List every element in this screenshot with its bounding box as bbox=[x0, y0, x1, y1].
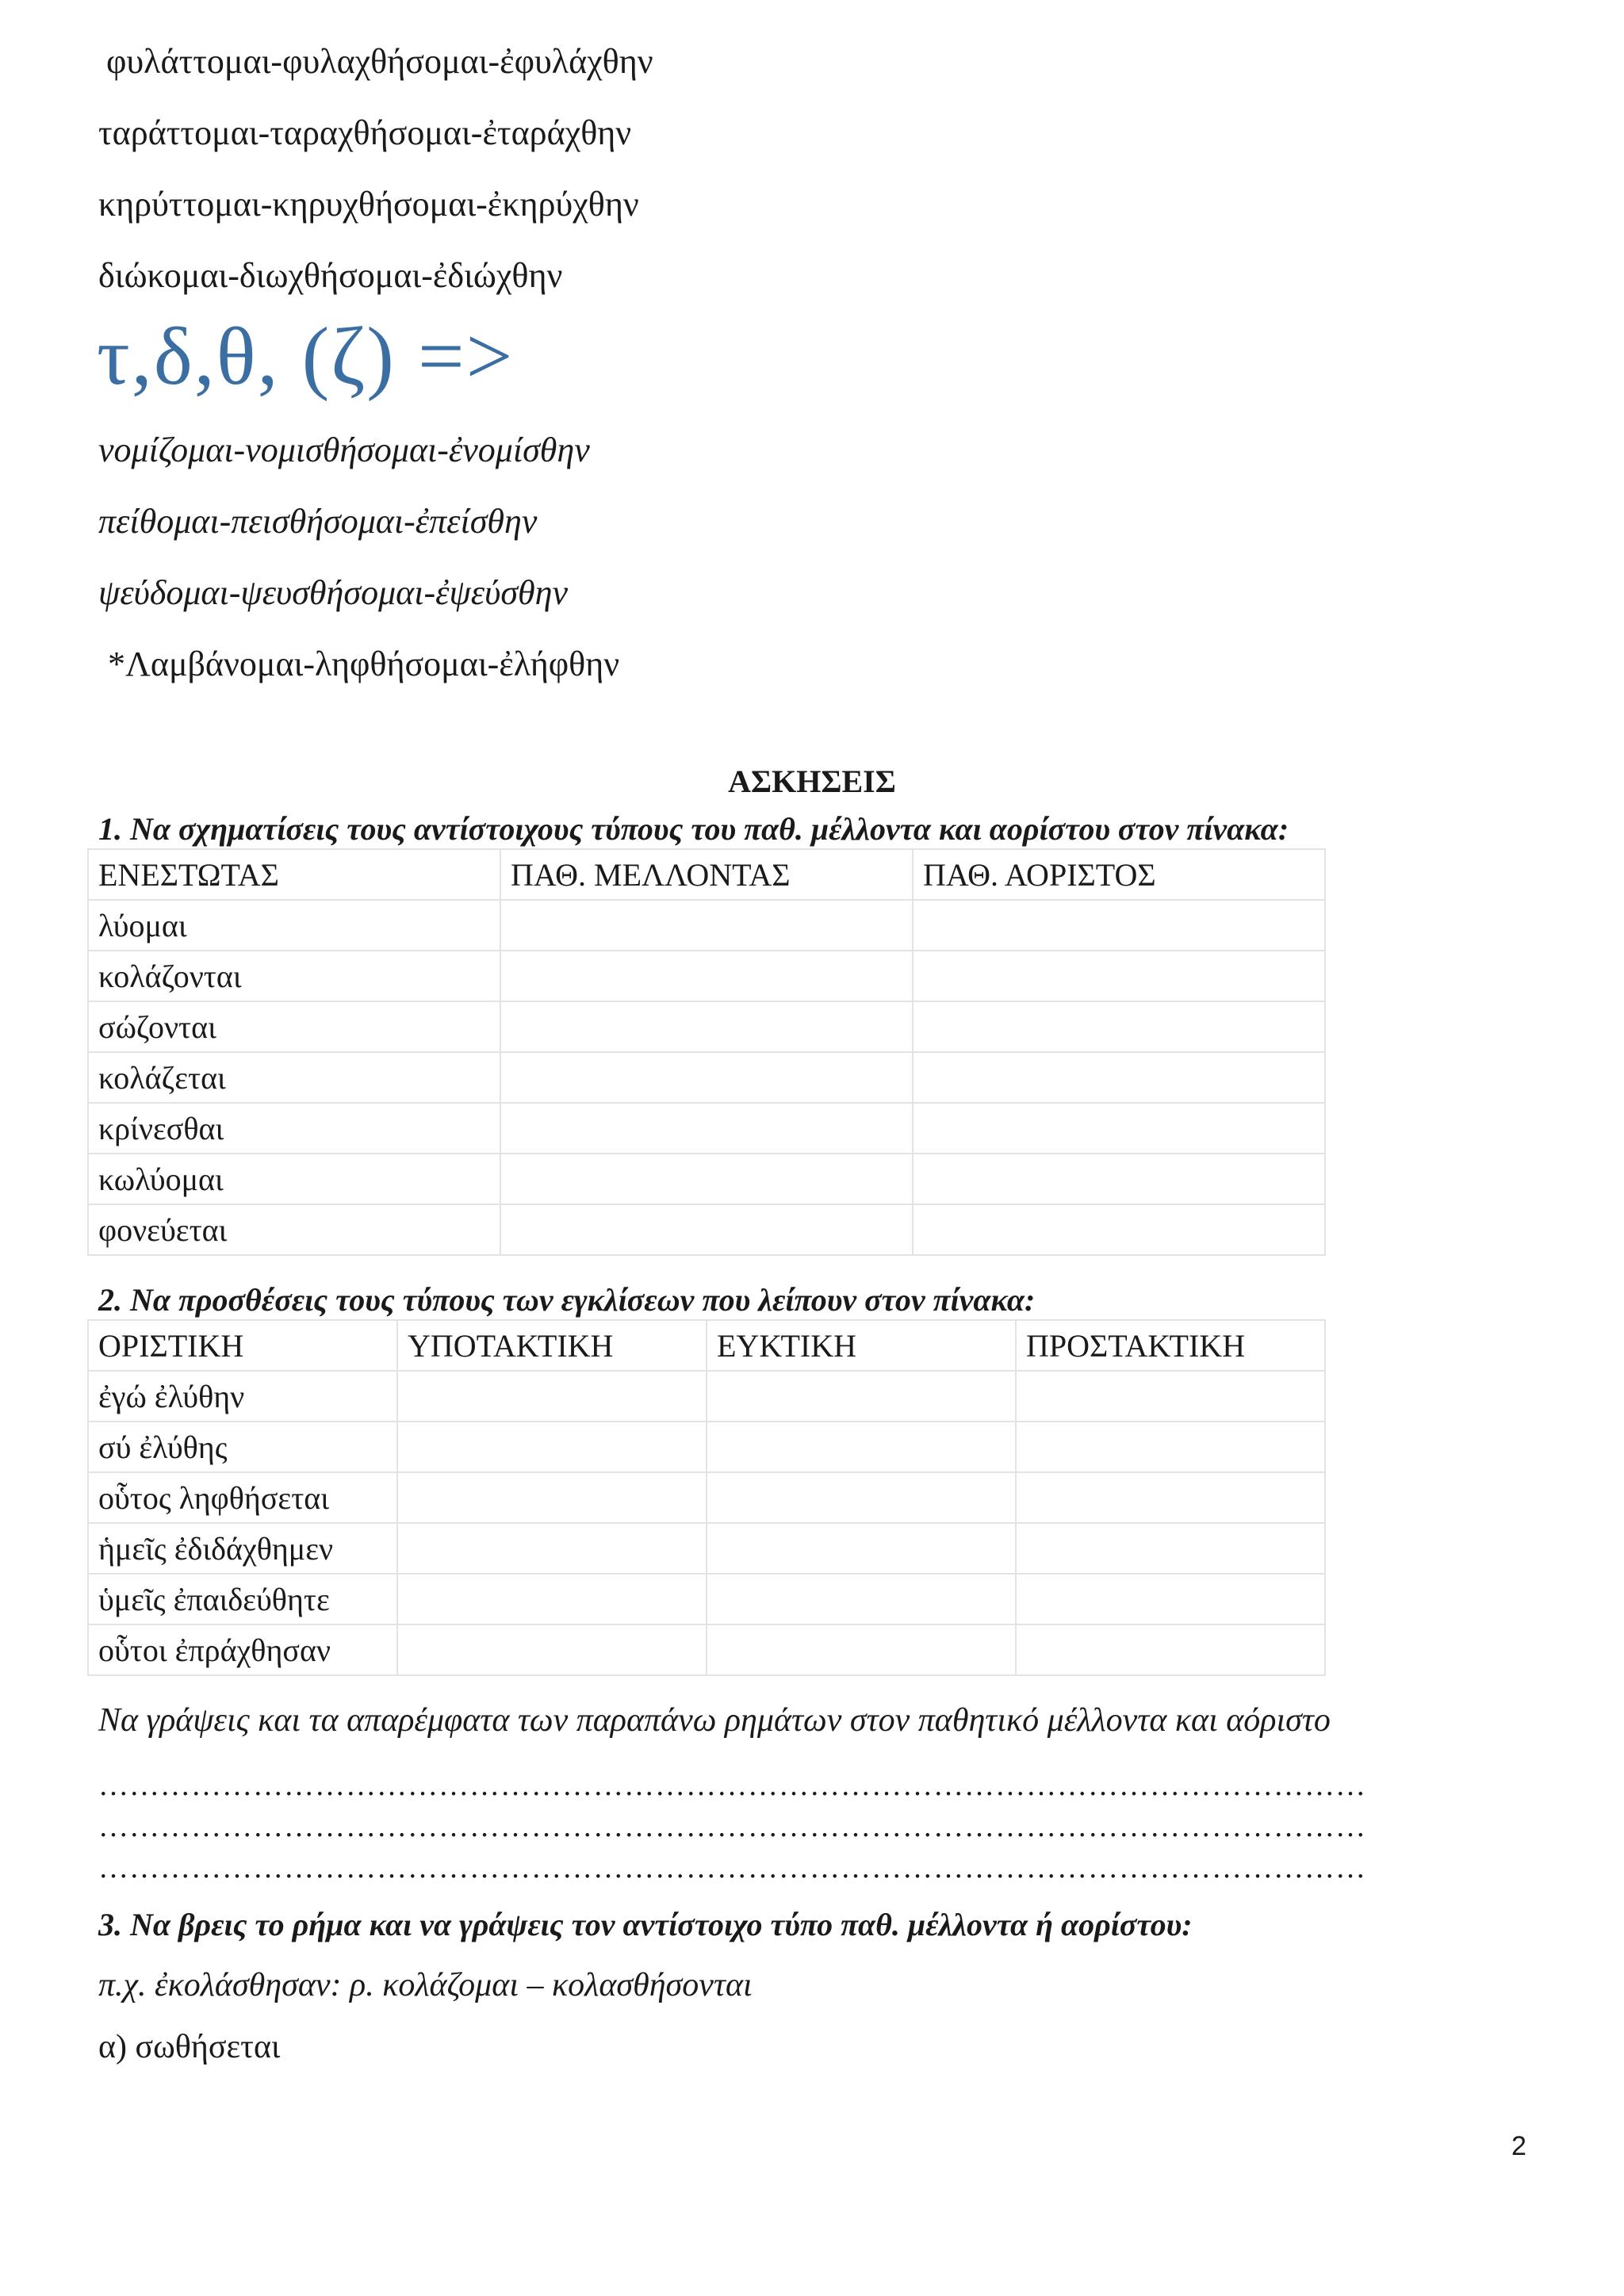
subjunctive-answer-cell[interactable] bbox=[397, 1523, 707, 1574]
aorist-passive-answer-cell[interactable] bbox=[913, 900, 1325, 951]
optative-answer-cell[interactable] bbox=[707, 1624, 1016, 1675]
exercise-3-title: 3. Να βρεις το ρήμα και να γράψεις τον αντίστοιχο τύπο παθ. μέλλοντα ή αορίστου: bbox=[98, 1907, 1193, 1942]
table-row bbox=[88, 900, 1325, 951]
indicative-form-cell: οὗτος ληφθήσεται bbox=[88, 1472, 397, 1523]
subjunctive-answer-cell[interactable] bbox=[397, 1574, 707, 1624]
aorist-passive-answer-cell[interactable] bbox=[913, 1154, 1325, 1204]
future-passive-answer-cell[interactable] bbox=[500, 1001, 913, 1052]
aorist-passive-answer-cell[interactable] bbox=[913, 1052, 1325, 1103]
table-row bbox=[88, 1052, 1325, 1103]
aorist-passive-answer-cell[interactable] bbox=[913, 1204, 1325, 1255]
table-header-row bbox=[88, 1320, 1325, 1371]
verb-line-7: ψεύδομαι-ψευσθήσομαι-ἐψεύσθην bbox=[98, 573, 569, 612]
imperative-answer-cell[interactable] bbox=[1016, 1523, 1325, 1574]
table-row bbox=[88, 1204, 1325, 1255]
future-passive-answer-cell[interactable] bbox=[500, 1204, 913, 1255]
answer-line-2[interactable]: …………………………………………………………………………………………………………… bbox=[98, 1810, 1366, 1843]
subjunctive-answer-cell[interactable] bbox=[397, 1371, 707, 1422]
verb-line-1: φυλάττομαι-φυλαχθήσομαι-ἐφυλάχθην bbox=[106, 42, 653, 81]
subjunctive-answer-cell[interactable] bbox=[397, 1422, 707, 1472]
present-form-cell: σώζονται bbox=[88, 1001, 500, 1052]
answer-line-3[interactable]: …………………………………………………………………………………………………………… bbox=[98, 1851, 1366, 1885]
header-cell: ΠΑΘ. ΑΟΡΙΣΤΟΣ bbox=[913, 849, 1325, 900]
exercise-1-title: 1. Να σχηματίσεις τους αντίστοιχους τύπους του παθ. μέλλοντα και αορίστου στον πίνακα: bbox=[98, 811, 1289, 847]
indicative-form-cell: οὗτοι ἐπράχθησαν bbox=[88, 1624, 397, 1675]
imperative-answer-cell[interactable] bbox=[1016, 1371, 1325, 1422]
imperative-answer-cell[interactable] bbox=[1016, 1422, 1325, 1472]
future-passive-answer-cell[interactable] bbox=[500, 1103, 913, 1154]
imperative-answer-cell[interactable] bbox=[1016, 1624, 1325, 1675]
table-row bbox=[88, 1624, 1325, 1675]
future-passive-answer-cell[interactable] bbox=[500, 951, 913, 1001]
verb-line-4: διώκομαι-διωχθήσομαι-ἐδιώχθην bbox=[98, 256, 563, 295]
imperative-answer-cell[interactable] bbox=[1016, 1574, 1325, 1624]
table-row bbox=[88, 951, 1325, 1001]
table-row bbox=[88, 1472, 1325, 1523]
verb-line-3: κηρύττομαι-κηρυχθήσομαι-ἐκηρύχθην bbox=[98, 185, 639, 224]
present-form-cell: φονεύεται bbox=[88, 1204, 500, 1255]
header-cell: ΕΝΕΣΤΩΤΑΣ bbox=[88, 849, 500, 900]
present-form-cell: κολάζονται bbox=[88, 951, 500, 1001]
table-row bbox=[88, 1422, 1325, 1472]
optative-answer-cell[interactable] bbox=[707, 1371, 1016, 1422]
table-row bbox=[88, 1523, 1325, 1574]
optative-answer-cell[interactable] bbox=[707, 1472, 1016, 1523]
verb-line-6: πείθομαι-πεισθήσομαι-ἐπείσθην bbox=[98, 502, 538, 541]
present-form-cell: κρίνεσθαι bbox=[88, 1103, 500, 1154]
indicative-form-cell: σύ ἐλύθης bbox=[88, 1422, 397, 1472]
answer-line-1[interactable]: …………………………………………………………………………………………………………… bbox=[98, 1769, 1366, 1802]
exercise-2-table bbox=[87, 1319, 1326, 1676]
subjunctive-answer-cell[interactable] bbox=[397, 1624, 707, 1675]
header-cell: ΠΡΟΣΤΑΚΤΙΚΗ bbox=[1016, 1320, 1325, 1371]
indicative-form-cell: ἐγώ ἐλύθην bbox=[88, 1371, 397, 1422]
table-header-row bbox=[88, 849, 1325, 900]
page-number: 2 bbox=[1511, 2131, 1526, 2161]
future-passive-answer-cell[interactable] bbox=[500, 900, 913, 951]
header-cell: ΟΡΙΣΤΙΚΗ bbox=[88, 1320, 397, 1371]
subjunctive-answer-cell[interactable] bbox=[397, 1472, 707, 1523]
imperative-answer-cell[interactable] bbox=[1016, 1472, 1325, 1523]
future-passive-answer-cell[interactable] bbox=[500, 1154, 913, 1204]
present-form-cell: κωλύομαι bbox=[88, 1154, 500, 1204]
table-row bbox=[88, 1574, 1325, 1624]
aorist-passive-answer-cell[interactable] bbox=[913, 951, 1325, 1001]
infinitive-instruction: Να γράψεις και τα απαρέμφατα των παραπάνω ρημάτων στον παθητικό μέλλοντα και αόριστο bbox=[98, 1702, 1331, 1739]
optative-answer-cell[interactable] bbox=[707, 1422, 1016, 1472]
optative-answer-cell[interactable] bbox=[707, 1574, 1016, 1624]
table-row bbox=[88, 1371, 1325, 1422]
optative-answer-cell[interactable] bbox=[707, 1523, 1016, 1574]
exercise-3-item: α) σωθήσεται bbox=[98, 2029, 281, 2065]
exercises-title: ΑΣΚΗΣΕΙΣ bbox=[728, 763, 896, 799]
exercise-1-table bbox=[87, 848, 1326, 1256]
verb-line-5: νομίζομαι-νομισθήσομαι-ἐνομίσθην bbox=[98, 430, 590, 469]
verb-line-2: ταράττομαι-ταραχθήσομαι-ἐταράχθην bbox=[98, 113, 632, 152]
indicative-form-cell: ὑμεῖς ἐπαιδεύθητε bbox=[88, 1574, 397, 1624]
table-row bbox=[88, 1154, 1325, 1204]
table-row bbox=[88, 1103, 1325, 1154]
exercise-3-example: π.χ. ἐκολάσθησαν: ρ. κολάζομαι – κολασθήσονται bbox=[98, 1967, 753, 2003]
rule-heading: τ,δ,θ, (ζ) => bbox=[97, 311, 515, 402]
header-cell: ΠΑΘ. ΜΕΛΛΟΝΤΑΣ bbox=[500, 849, 913, 900]
future-passive-answer-cell[interactable] bbox=[500, 1052, 913, 1103]
header-cell: ΕΥΚΤΙΚΗ bbox=[707, 1320, 1016, 1371]
indicative-form-cell: ἡμεῖς ἐδιδάχθημεν bbox=[88, 1523, 397, 1574]
aorist-passive-answer-cell[interactable] bbox=[913, 1103, 1325, 1154]
present-form-cell: λύομαι bbox=[88, 900, 500, 951]
aorist-passive-answer-cell[interactable] bbox=[913, 1001, 1325, 1052]
table-row bbox=[88, 1001, 1325, 1052]
exercise-2-title: 2. Να προσθέσεις τους τύπους των εγκλίσεων που λείπουν στον πίνακα: bbox=[98, 1282, 1036, 1318]
header-cell: ΥΠΟΤΑΚΤΙΚΗ bbox=[397, 1320, 707, 1371]
present-form-cell: κολάζεται bbox=[88, 1052, 500, 1103]
special-verb-line: *Λαμβάνομαι-ληφθήσομαι-ἐλήφθην bbox=[108, 645, 620, 683]
